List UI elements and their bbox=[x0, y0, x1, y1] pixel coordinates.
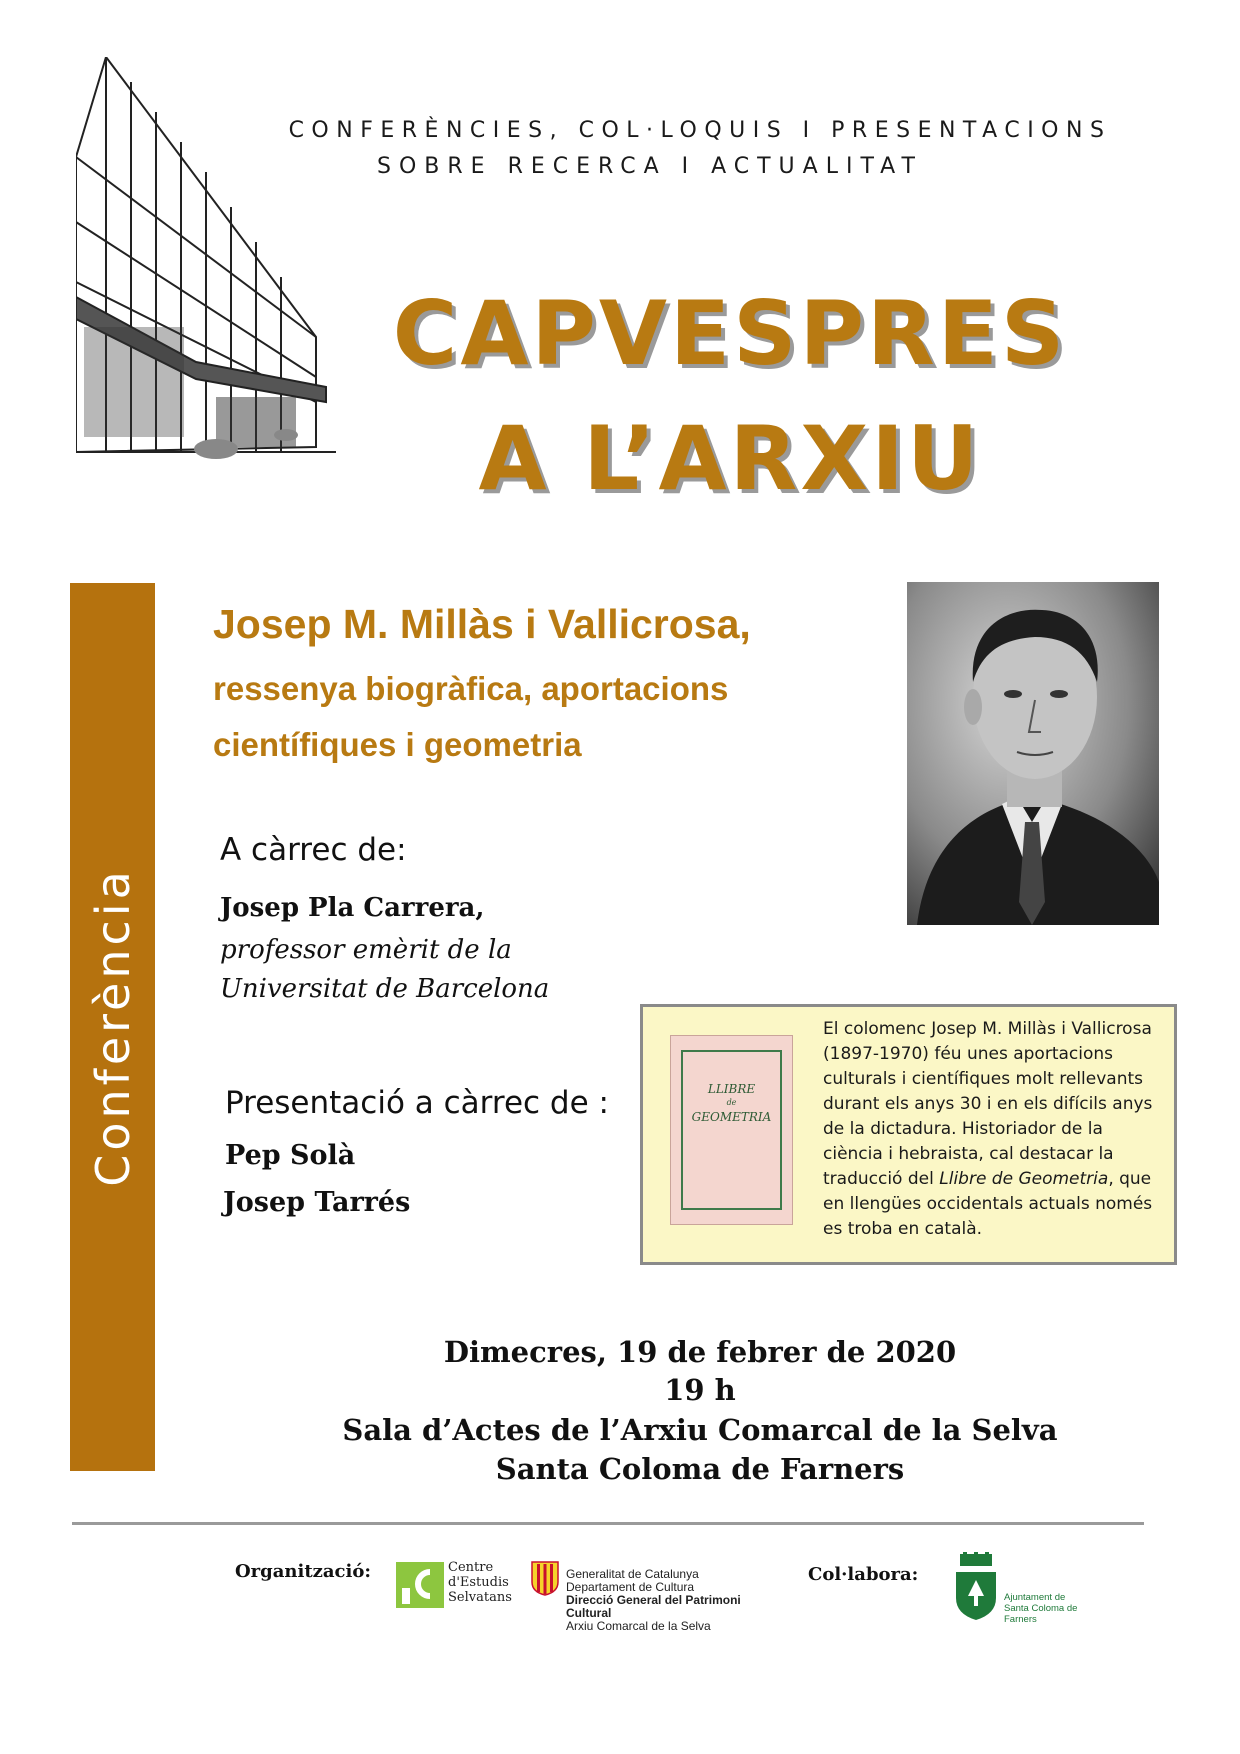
speaker-role-line2: Universitat de Barcelona bbox=[220, 974, 550, 1004]
event-date: Dimecres, 19 de febrer de 2020 bbox=[443, 1335, 957, 1369]
collaboration-label: Col·labora: bbox=[808, 1564, 919, 1585]
category-band bbox=[70, 583, 155, 1471]
speaker-portrait bbox=[907, 582, 1159, 925]
book-cover-title: GEOMETRIA bbox=[691, 1110, 772, 1124]
info-box bbox=[640, 1004, 1177, 1265]
main-title-line1: CAPVESPRES bbox=[392, 282, 1068, 385]
ajuntament-name: Ajuntament de bbox=[1004, 1592, 1066, 1603]
footer-divider bbox=[72, 1522, 1144, 1525]
generalitat-logo bbox=[530, 1560, 770, 1633]
generalitat-name: Generalitat de Catalunya bbox=[566, 1567, 699, 1581]
ces-logo-icon bbox=[396, 1558, 446, 1610]
category-label: Conferència bbox=[85, 867, 140, 1187]
organization-label: Organització: bbox=[235, 1561, 371, 1582]
ces-name: Selvatans bbox=[448, 1590, 512, 1605]
town-crest-icon bbox=[952, 1552, 1000, 1622]
speaker-name: Josep Pla Carrera, bbox=[220, 893, 485, 923]
event-time: 19 h bbox=[664, 1373, 736, 1407]
event-town: Santa Coloma de Farners bbox=[495, 1452, 905, 1486]
talk-subtitle-line1: ressenya biogràfica, aportacions bbox=[213, 670, 729, 707]
book-cover-image bbox=[670, 1035, 793, 1225]
ajuntament-logo bbox=[952, 1552, 1102, 1624]
talk-subtitle-line2: científiques i geometria bbox=[213, 726, 582, 763]
series-title-line2: SOBRE RECERCA I ACTUALITAT bbox=[377, 154, 923, 179]
generalitat-direction: Direcció General del Patrimoni Cultural bbox=[566, 1593, 741, 1620]
catalan-shield-icon bbox=[530, 1560, 560, 1596]
speaker-label: A càrrec de: bbox=[220, 832, 407, 868]
ces-name: d'Estudis bbox=[448, 1575, 509, 1590]
ces-name: Centre bbox=[448, 1560, 494, 1575]
talk-title: Josep M. Millàs i Vallicrosa, bbox=[213, 601, 751, 647]
ces-logo bbox=[396, 1558, 512, 1618]
main-title-line2: A L’ARXIU bbox=[478, 407, 982, 510]
generalitat-archive: Arxiu Comarcal de la Selva bbox=[566, 1619, 711, 1633]
series-title-line1: CONFERÈNCIES, COL·LOQUIS I PRESENTACIONS bbox=[288, 118, 1112, 143]
speaker-role-line1: professor emèrit de la bbox=[220, 935, 512, 965]
book-cover-title: de bbox=[726, 1098, 737, 1107]
info-text: El colomenc Josep M. Millàs i Vallicrosa (1897-1970) féu unes aportacions culturals i científiques molt rellevants durant els anys 30 i en els difícils anys de la dictadura. Historiador de la ciència i hebraista, cal destacar la traducció del Llibre de Geometria, que en llengües occidentals actuals només es troba en català. bbox=[823, 1019, 1153, 1239]
event-venue: Sala d’Actes de l’Arxiu Comarcal de la Selva bbox=[342, 1413, 1058, 1447]
presentation-label: Presentació a càrrec de : bbox=[225, 1085, 609, 1121]
book-cover-title: LLIBRE bbox=[707, 1082, 756, 1096]
presenter-name: Pep Solà bbox=[225, 1140, 356, 1171]
presenter-name: Josep Tarrés bbox=[223, 1187, 411, 1218]
ajuntament-name: Santa Coloma de Farners bbox=[1004, 1603, 1078, 1625]
generalitat-dept: Departament de Cultura bbox=[566, 1580, 695, 1594]
